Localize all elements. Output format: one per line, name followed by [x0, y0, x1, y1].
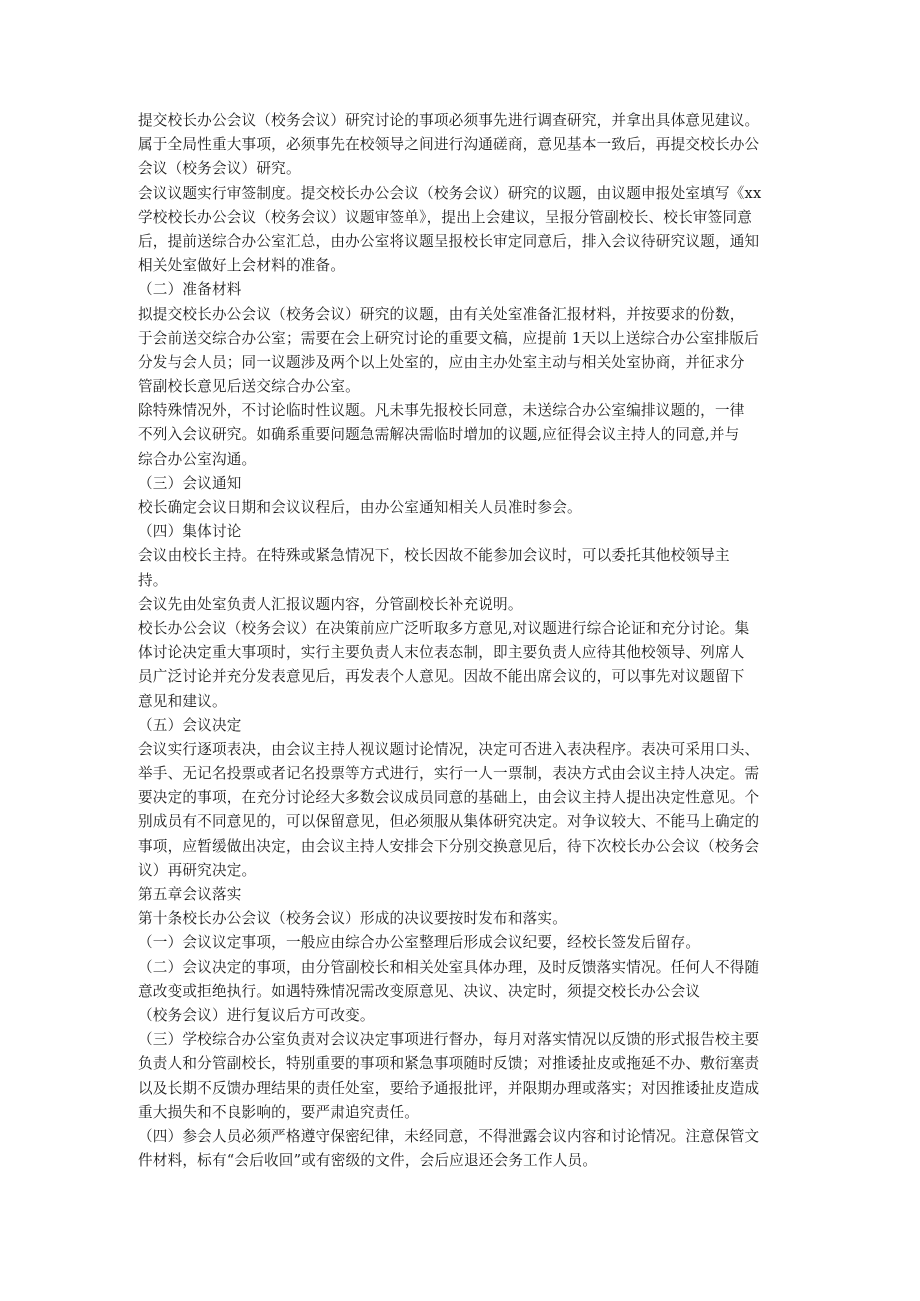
- section-heading: （四）集体讨论: [138, 523, 242, 541]
- text-line: （校务会议）进行复议后方可改变。: [138, 1006, 375, 1024]
- article-line: 第十条校长办公会议（校务会议）形成的决议要按时发布和落实。: [138, 910, 568, 928]
- text-line: 学校校长办公会议（校务会议）议题审签单》，提出上会建议，呈报分管副校长、校长审签同意: [138, 208, 753, 226]
- text-line: 员广泛讨论并充分发表意见后，再发表个人意见。因故不能出席会议的，可以事先对议题留下: [138, 668, 745, 686]
- section-heading: （二）准备材料: [138, 281, 242, 299]
- text-line: 事项，应暂缓做出决定，由会议主持人安排会下分别交换意见后，待下次校长办公会议（校务会: [138, 837, 760, 855]
- text-line: （三）学校综合办公室负责对会议决定事项进行督办，每月对落实情况以反馈的形式报告校主要: [138, 1031, 760, 1049]
- text-line: （二）会议决定的事项，由分管副校长和相关处室具体办理，及时反馈落实情况。任何人不得随: [138, 958, 760, 976]
- text-line: （一）会议议定事项，一般应由综合办公室整理后形成会议纪要，经校长签发后留存。: [138, 934, 701, 952]
- text-line: 分发与会人员；同一议题涉及两个以上处室的，应由主办处室主动与相关处室协商，并征求分: [138, 353, 745, 371]
- document-body: [138, 109, 798, 1173]
- text-line: 管副校长意见后送交综合办公室。: [138, 378, 360, 396]
- text-line: 负责人和分管副校长，特别重要的事项和紧急事项随时反馈；对推诿扯皮或拖延不办、敷衍塞责: [138, 1055, 760, 1073]
- text-line: 后，提前送综合办公室汇总，由办公室将议题呈报校长审定同意后，排入会议待研究议题，通知: [138, 232, 760, 250]
- text-line: 除特殊情况外，不讨论临时性议题。凡未事先报校长同意，未送综合办公室编排议题的，一律: [138, 402, 745, 420]
- text-line: 会议由校长主持。在特殊或紧急情况下，校长因故不能参加会议时，可以委托其他校领导主: [138, 547, 730, 565]
- text-line: 以及长期不反馈办理结果的责任处室，要给予通报批评，并限期办理或落实；对因推诿扯皮造成: [138, 1079, 760, 1097]
- text-line: 综合办公室沟通。: [138, 450, 257, 468]
- text-line: 会议先由处室负责人汇报议题内容，分管副校长补充说明。: [138, 595, 523, 613]
- text-line: 重大损失和不良影响的，要严肃追究责任。: [138, 1103, 420, 1121]
- text-line: 议）再研究决定。: [138, 861, 257, 879]
- text-line: 校长办公会议（校务会议）在决策前应广泛听取多方意见,对议题进行综合论证和充分讨论。集: [138, 619, 750, 637]
- text-line: 相关处室做好上会材料的准备。: [138, 257, 346, 275]
- text-line: 属于全局性重大事项，必须事先在校领导之间进行沟通磋商，意见基本一致后，再提交校长办公: [138, 136, 760, 154]
- text-line: 举手、无记名投票或者记名投票等方式进行，实行一人一票制，表决方式由会议主持人决定。需: [138, 765, 760, 783]
- section-heading: （五）会议决定: [138, 716, 242, 734]
- text-line: 意见和建议。: [138, 692, 227, 710]
- text-line: 拟提交校长办公会议（校务会议）研究的议题，由有关处室准备汇报材料，并按要求的份数，: [138, 305, 745, 323]
- text-line: 不列入会议研究。如确系重要问题急需解决需临时增加的议题,应征得会议主持人的同意,并与: [138, 426, 740, 444]
- text-line: 于会前送交综合办公室；需要在会上研究讨论的重要文稿，应提前 1天以上送综合办公室排版后: [138, 329, 759, 347]
- text-line: （四）参会人员必须严格遵守保密纪律，未经同意，不得泄露会议内容和讨论情况。注意保管文: [138, 1127, 760, 1145]
- text-line: 持。: [138, 571, 168, 589]
- text-line: 校长确定会议日期和会议议程后，由办公室通知相关人员准时参会。: [138, 499, 582, 516]
- text-line: 别成员有不同意见的，可以保留意见，但必须服从集体研究决定。对争议较大、不能马上确定的: [138, 813, 760, 831]
- text-line: 提交校长办公会议（校务会议）研究讨论的事项必须事先进行调查研究，并拿出具体意见建议。: [138, 112, 760, 129]
- text-line: 会议议题实行审签制度。提交校长办公会议（校务会议）研究的议题，由议题申报处室填写《xx: [138, 184, 762, 202]
- text-line: 要决定的事项，在充分讨论经大多数会议成员同意的基础上，由会议主持人提出决定性意见。个: [138, 789, 760, 807]
- text-line: 意改变或拒绝执行。如遇特殊情况需改变原意见、决议、决定时，须提交校长办公会议: [138, 982, 701, 1000]
- text-line: 件材料，标有“会后收回”或有密级的文件，会后应退还会务工作人员。: [138, 1152, 598, 1170]
- section-heading: （三）会议通知: [138, 474, 242, 492]
- text-line: 会议实行逐项表决，由会议主持人视议题讨论情况，决定可否进入表决程序。表决可采用口头、: [138, 740, 760, 758]
- chapter-heading: 第五章会议落实: [138, 886, 242, 903]
- text-line: 体讨论决定重大事项时，实行主要负责人末位表态制，即主要负责人应待其他校领导、列席人: [138, 644, 745, 662]
- text-line: 会议（校务会议）研究。: [138, 160, 301, 178]
